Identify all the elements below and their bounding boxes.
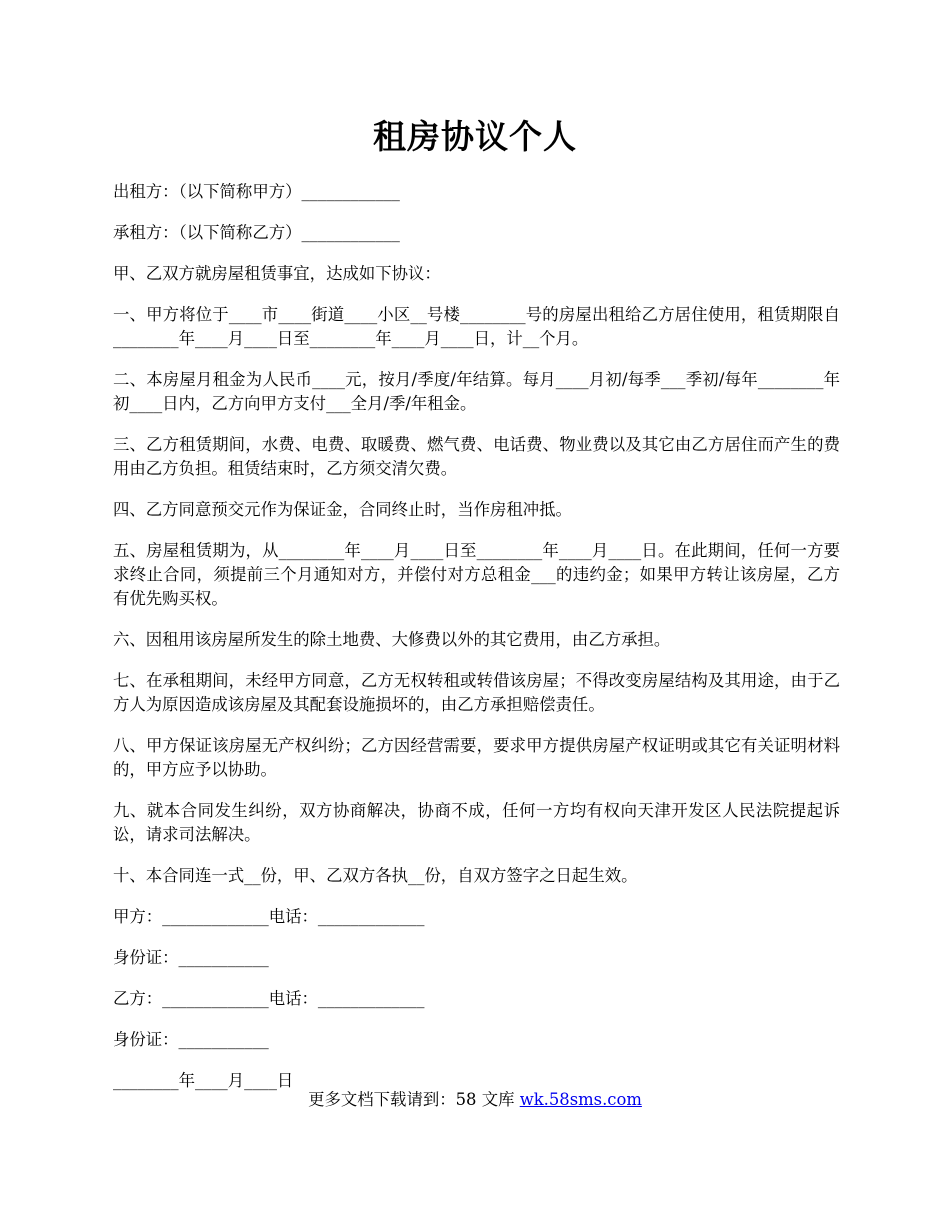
clause-3: 三、乙方租赁期间，水费、电费、取暖费、燃气费、电话费、物业费以及其它由乙方居住而产生的费用由乙方负担。租赁结束时，乙方须交清欠费。 (113, 435, 840, 478)
clause-7: 七、在承租期间，未经甲方同意，乙方无权转租或转借该房屋；不得改变房屋结构及其用途，由于乙方人为原因造成该房屋及其配套设施损坏的，由乙方承担赔偿责任。 (113, 671, 840, 714)
paragraph-intro: 甲、乙双方就房屋租赁事宜，达成如下协议： (113, 264, 441, 283)
id-party-a: 身份证：___________ (113, 948, 269, 967)
clause-2: 二、本房屋月租金为人民币____元，按月/季度/年结算。每月____月初/每季___季初/每年________年初____日内，乙方向甲方支付___全月/季/年租金。 (113, 370, 840, 413)
clause-10: 十、本合同连一式__份，甲、乙双方各执__份，自双方签字之日起生效。 (113, 866, 638, 885)
clause-5: 五、房屋租赁期为，从________年____月____日至________年____月____日。在此期间，任何一方要求终止合同，须提前三个月通知对方，并偿付对方总租金___的违约金；如果甲方转让该房屋，乙方有优先购买权。 (113, 541, 840, 608)
id-party-b: 身份证：___________ (113, 1030, 269, 1049)
clause-1: 一、甲方将位于____市____街道____小区__号楼________号的房屋出租给乙方居住使用，租赁期限自________年____月____日至________年____月____日，计__个月。 (113, 305, 840, 348)
footer-link[interactable]: wk.58sms.com (519, 1090, 642, 1109)
signature-party-a: 甲方：_____________电话：_____________ (113, 907, 425, 926)
document-body (113, 180, 840, 1110)
footer-text: 更多文档下载请到：58 文库 (308, 1090, 520, 1109)
clause-9: 九、就本合同发生纠纷，双方协商解决，协商不成，任何一方均有权向天津开发区人民法院提起诉讼，请求司法解决。 (113, 801, 840, 844)
paragraph-lessee: 承租方：（以下简称乙方）____________ (113, 223, 400, 242)
signing-date: ________年____月____日 (113, 1071, 294, 1090)
signature-party-b: 乙方：_____________电话：_____________ (113, 989, 425, 1008)
clause-8: 八、甲方保证该房屋无产权纠纷；乙方因经营需要，要求甲方提供房屋产权证明或其它有关证明材料的，甲方应予以协助。 (113, 736, 840, 779)
clause-4: 四、乙方同意预交元作为保证金，合同终止时，当作房租冲抵。 (113, 500, 572, 519)
clause-6: 六、因租用该房屋所发生的除土地费、大修费以外的其它费用，由乙方承担。 (113, 630, 671, 649)
document-title: 租房协议个人 (373, 117, 577, 156)
paragraph-lessor: 出租方：（以下简称甲方）____________ (113, 182, 400, 201)
footer (0, 1088, 950, 1112)
